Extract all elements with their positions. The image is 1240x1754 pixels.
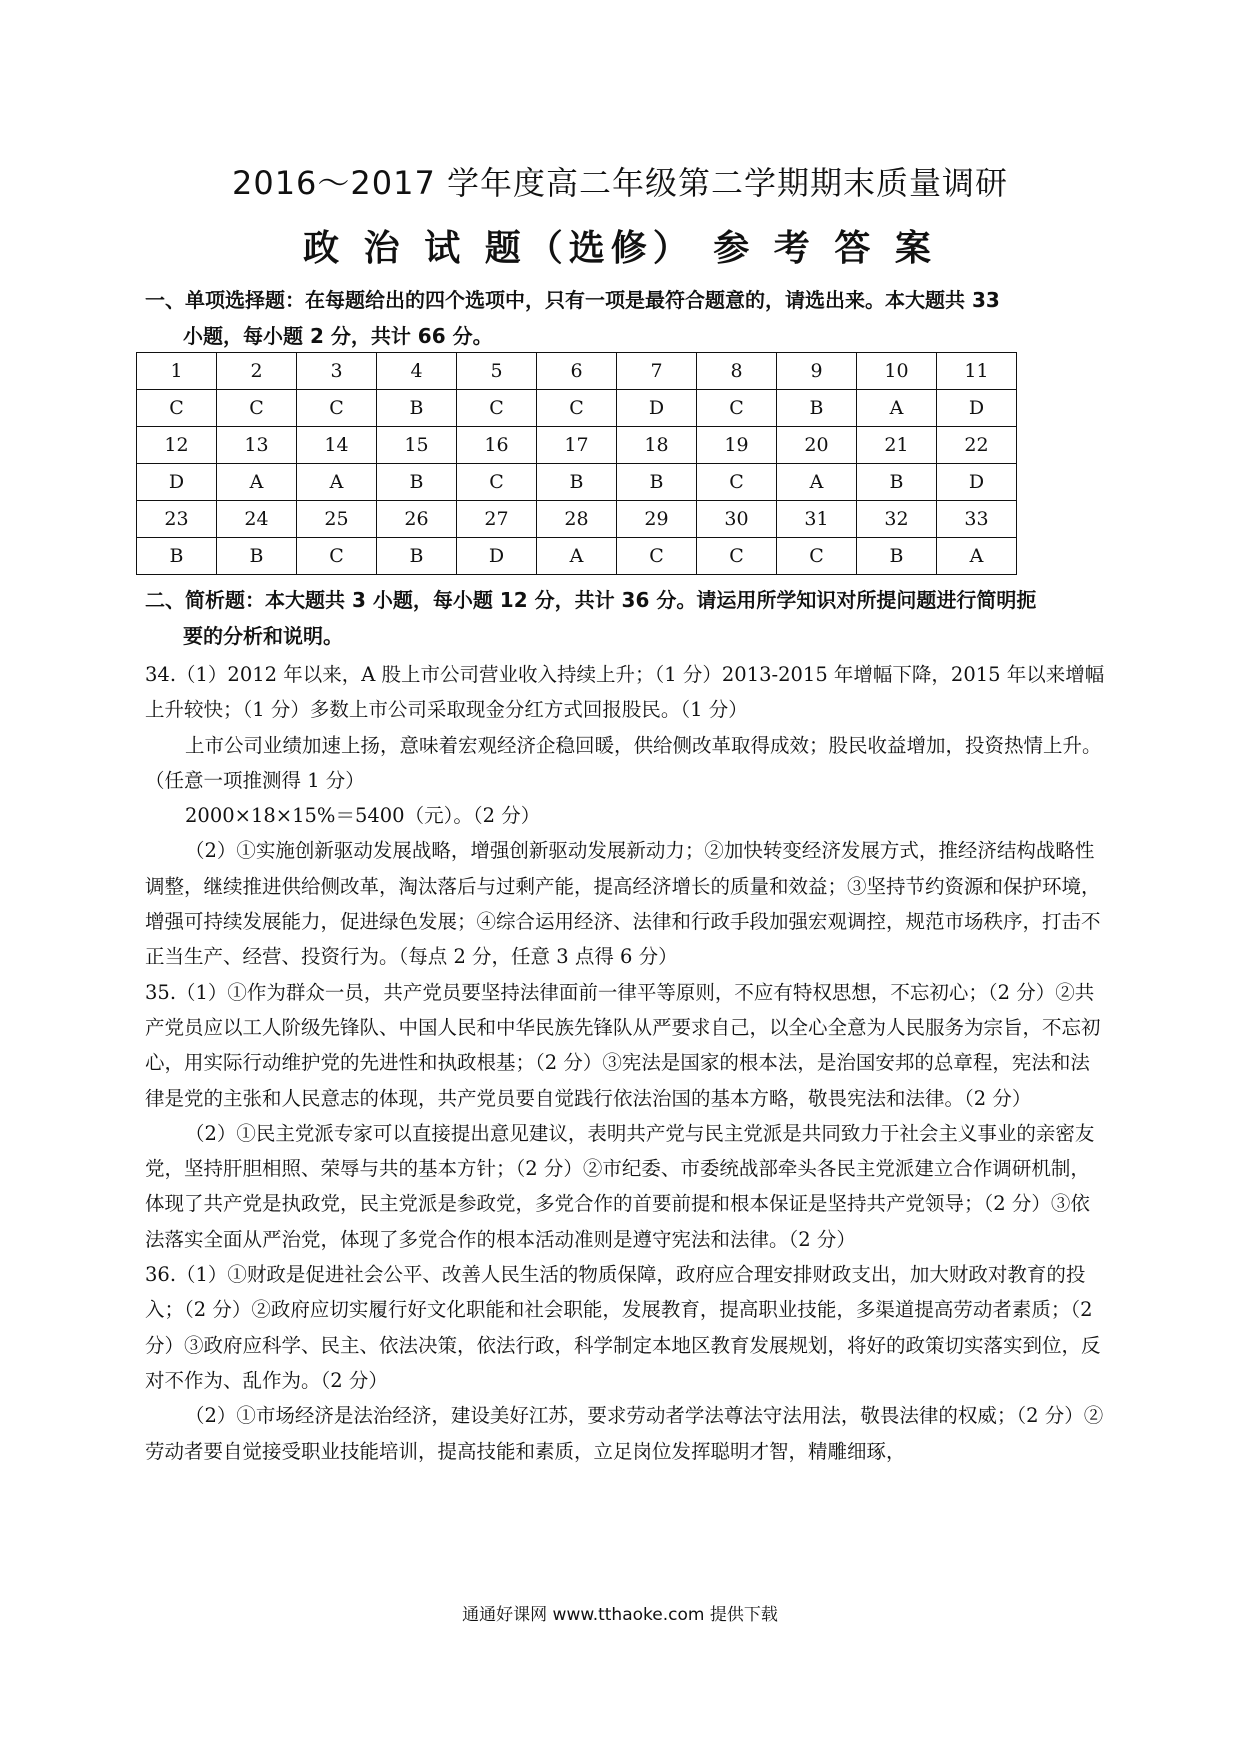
answer-letter-cell: B: [537, 464, 617, 501]
answer-letter-cell: B: [377, 464, 457, 501]
answer-letter-cell: C: [457, 464, 537, 501]
question-number-cell: 12: [137, 427, 217, 464]
q34-part1-calculation: 2000×18×15%＝5400（元）。（2 分）: [185, 804, 541, 828]
question-number-cell: 27: [457, 501, 537, 538]
question-number-cell: 26: [377, 501, 457, 538]
answer-letter-cell: B: [137, 538, 217, 575]
footer-source: 通通好课网 www.tthaoke.com 提供下载: [462, 1605, 778, 1625]
answer-letter-cell: B: [857, 464, 937, 501]
answer-letter-cell: D: [937, 390, 1017, 427]
question-number-cell: 14: [297, 427, 377, 464]
question-number-cell: 16: [457, 427, 537, 464]
question-number-row: [137, 501, 1017, 538]
q34-part2-answer: （2）①实施创新驱动发展战略，增强创新驱动发展新动力；②加快转变经济发展方式，推经济结构战略性调整，继续推进供给侧改革，淘汰落后与过剩产能，提高经济增长的质量和效益；③坚持节约资源和保护环境，增强可持续发展能力，促进绿色发展；④综合运用经济、法律和行政手段加强宏观调控，规范市场秩序，打击不正当生产、经营、投资行为。（每点 2 分，任意 3 点得 6 分）: [145, 839, 1101, 969]
q35-part1-answer: 35.（1）①作为群众一员，共产党员要坚持法律面前一律平等原则，不应有特权思想，不忘初心；（2 分）②共产党员应以工人阶级先锋队、中国人民和中华民族先锋队从严要求自己，以全心全意为人民服务为宗旨，不忘初心，用实际行动维护党的先进性和执政根基；（2 分）③宪法是国家的根本法，是治国安邦的总章程，宪法和法律是党的主张和人民意志的体现，共产党员要自觉践行依法治国的基本方略，敬畏宪法和法律。（2 分）: [145, 980, 1101, 1110]
answer-letter-row: [137, 538, 1017, 575]
question-number-cell: 1: [137, 353, 217, 390]
answer-letter-cell: A: [537, 538, 617, 575]
answer-letter-cell: D: [457, 538, 537, 575]
answer-letter-cell: A: [857, 390, 937, 427]
answer-letter-cell: A: [217, 464, 297, 501]
answer-letter-cell: C: [617, 538, 697, 575]
question-number-cell: 7: [617, 353, 697, 390]
question-number-cell: 8: [697, 353, 777, 390]
section-2-line-2: 要的分析和说明。: [183, 624, 343, 648]
section-1-heading: [145, 282, 1105, 354]
question-number-cell: 30: [697, 501, 777, 538]
question-number-cell: 10: [857, 353, 937, 390]
section-1-line-2: 小题，每小题 2 分，共计 66 分。: [183, 324, 493, 348]
question-number-cell: 17: [537, 427, 617, 464]
question-number-cell: 15: [377, 427, 457, 464]
question-number-row: [137, 353, 1017, 390]
answer-letter-cell: B: [377, 538, 457, 575]
answer-letter-cell: C: [297, 390, 377, 427]
answer-letter-cell: D: [617, 390, 697, 427]
answer-body: [145, 657, 1105, 1469]
question-number-cell: 11: [937, 353, 1017, 390]
question-number-cell: 2: [217, 353, 297, 390]
answer-letter-cell: C: [697, 464, 777, 501]
question-number-cell: 29: [617, 501, 697, 538]
question-number-cell: 33: [937, 501, 1017, 538]
answer-letter-cell: B: [377, 390, 457, 427]
question-number-cell: 31: [777, 501, 857, 538]
answer-letter-cell: D: [937, 464, 1017, 501]
answer-letter-cell: C: [217, 390, 297, 427]
question-number-cell: 24: [217, 501, 297, 538]
answer-letter-cell: C: [777, 538, 857, 575]
answer-letter-cell: C: [137, 390, 217, 427]
q34-part1-answer: 34.（1）2012 年以来，A 股上市公司营业收入持续上升；（1 分）2013-2015 年增幅下降，2015 年以来增幅上升较快；（1 分）多数上市公司采取现金分红方式回报股民。（1 分）: [145, 663, 1105, 722]
answer-letter-row: [137, 390, 1017, 427]
question-number-cell: 9: [777, 353, 857, 390]
answer-letter-cell: C: [537, 390, 617, 427]
question-number-cell: 13: [217, 427, 297, 464]
document-subtitle: 政 治 试 题（选修） 参 考 答 案: [303, 228, 937, 269]
section-2-line-1: 二、简析题：本大题共 3 小题，每小题 12 分，共计 36 分。请运用所学知识对所提问题进行简明扼: [145, 588, 1037, 612]
question-number-cell: 19: [697, 427, 777, 464]
question-number-cell: 23: [137, 501, 217, 538]
question-number-cell: 22: [937, 427, 1017, 464]
answer-letter-cell: C: [457, 390, 537, 427]
question-number-cell: 18: [617, 427, 697, 464]
question-number-cell: 25: [297, 501, 377, 538]
answer-letter-cell: A: [297, 464, 377, 501]
q35-part2-answer: （2）①民主党派专家可以直接提出意见建议，表明共产党与民主党派是共同致力于社会主义事业的亲密友党，坚持肝胆相照、荣辱与共的基本方针；（2 分）②市纪委、市委统战部牵头各民主党派建立合作调研机制，体现了共产党是执政党，民主党派是参政党，多党合作的首要前提和根本保证是坚持共产党领导；（2 分）③依法落实全面从严治党，体现了多党合作的根本活动准则是遵守宪法和法律。（2 分）: [145, 1121, 1095, 1251]
q36-part1-answer: 36.（1）①财政是促进社会公平、改善人民生活的物质保障，政府应合理安排财政支出，加大财政对教育的投入；（2 分）②政府应切实履行好文化职能和社会职能，发展教育，提高职业技能，多渠道提高劳动者素质；（2 分）③政府应科学、民主、依法决策，依法行政，科学制定本地区教育发展规划，将好的政策切实落实到位，反对不作为、乱作为。（2 分）: [145, 1263, 1101, 1392]
question-number-cell: 32: [857, 501, 937, 538]
question-number-row: [137, 427, 1017, 464]
question-number-cell: 5: [457, 353, 537, 390]
answer-table: [136, 352, 1017, 575]
answer-letter-cell: D: [137, 464, 217, 501]
answer-letter-cell: B: [617, 464, 697, 501]
answer-letter-cell: A: [777, 464, 857, 501]
answer-letter-cell: B: [217, 538, 297, 575]
question-number-cell: 20: [777, 427, 857, 464]
question-number-cell: 4: [377, 353, 457, 390]
answer-letter-cell: B: [777, 390, 857, 427]
answer-letter-cell: C: [697, 390, 777, 427]
q36-part2-answer: （2）①市场经济是法治经济，建设美好江苏，要求劳动者学法尊法守法用法，敬畏法律的权威；（2 分）②劳动者要自觉接受职业技能培训，提高技能和素质，立足岗位发挥聪明才智，精雕细琢，: [145, 1404, 1104, 1463]
question-number-cell: 28: [537, 501, 617, 538]
question-number-cell: 21: [857, 427, 937, 464]
answer-letter-cell: B: [857, 538, 937, 575]
answer-letter-cell: A: [937, 538, 1017, 575]
section-1-line-1: 一、单项选择题：在每题给出的四个选项中，只有一项是最符合题意的，请选出来。本大题共 33: [145, 288, 1000, 312]
q34-part1-inference: 上市公司业绩加速上扬，意味着宏观经济企稳回暖，供给侧改革取得成效；股民收益增加，投资热情上升。（任意一项推测得 1 分）: [145, 733, 1102, 792]
section-2-heading: [145, 582, 1105, 654]
answer-letter-row: [137, 464, 1017, 501]
question-number-cell: 6: [537, 353, 617, 390]
question-number-cell: 3: [297, 353, 377, 390]
answer-letter-cell: C: [297, 538, 377, 575]
exam-title: 2016～2017 学年度高二年级第二学期期末质量调研: [231, 164, 1009, 202]
answer-letter-cell: C: [697, 538, 777, 575]
